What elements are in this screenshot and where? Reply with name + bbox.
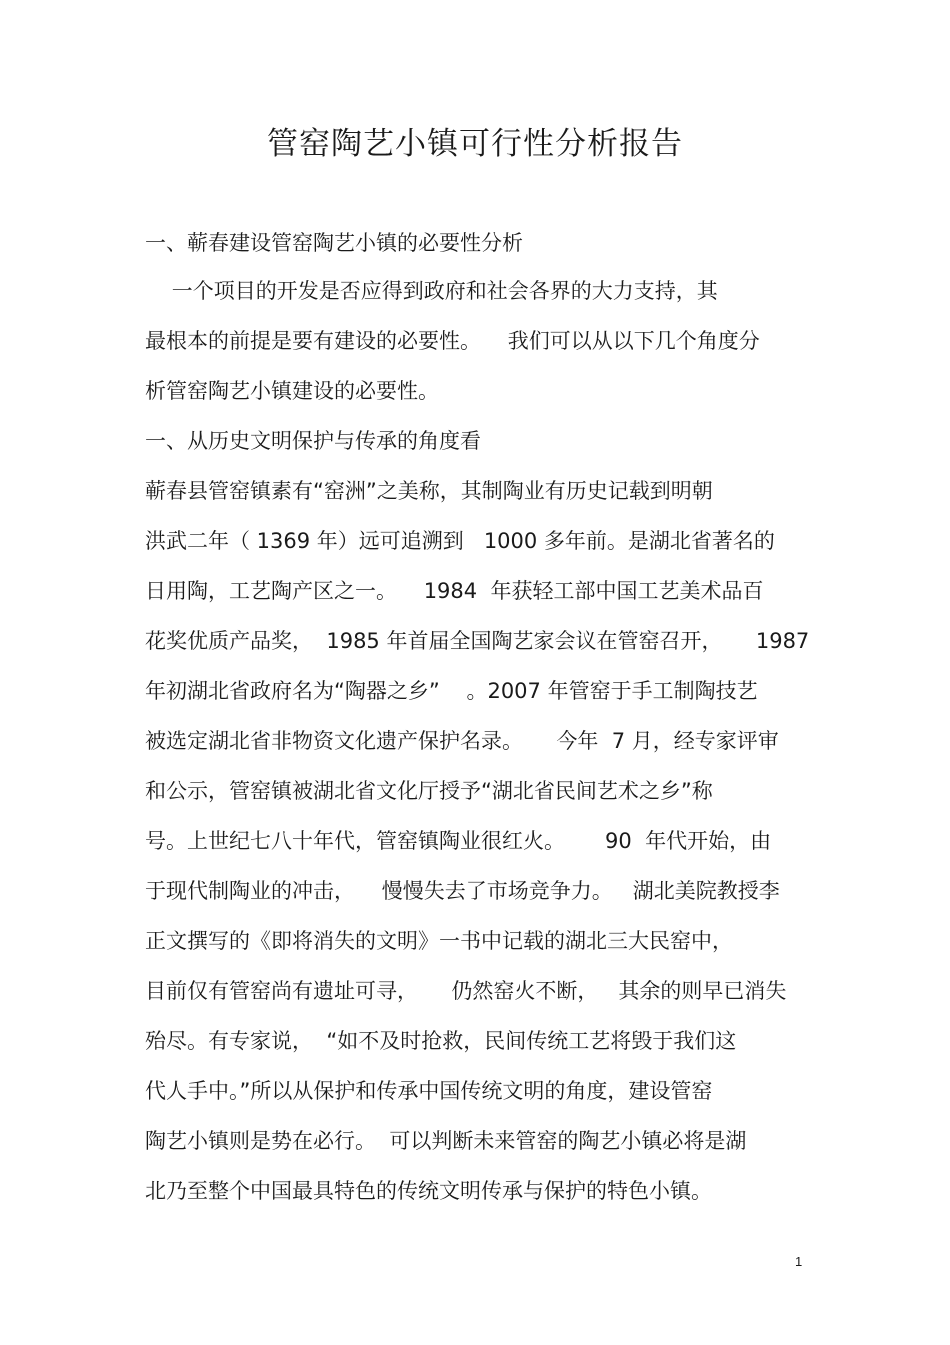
paragraph-line: 号。上世纪七八十年代，管窑镇陶业很红火。 90 年代开始，由 xyxy=(145,829,772,853)
paragraph-line: 陶艺小镇则是势在必行。 可以判断未来管窑的陶艺小镇必将是湖 xyxy=(145,1129,747,1153)
paragraph-line: 一个项目的开发是否应得到政府和社会各界的大力支持，其 xyxy=(145,279,718,303)
paragraph-line: 北乃至整个中国最具特色的传统文明传承与保护的特色小镇。 xyxy=(145,1179,712,1203)
paragraph-line: 殆尽。有专家说， “如不及时抢救，民间传统工艺将毁于我们这 xyxy=(145,1029,737,1053)
paragraph-line: 和公示，管窑镇被湖北省文化厅授予“湖北省民间艺术之乡”称 xyxy=(145,779,713,803)
paragraph-line: 最根本的前提是要有建设的必要性。 我们可以从以下几个角度分 xyxy=(145,329,760,353)
page-number: 1 xyxy=(795,1254,803,1269)
paragraph-line: 年初湖北省政府名为“陶器之乡” 。2007 年管窑于手工制陶技艺 xyxy=(145,679,758,703)
paragraph-line: 蕲春县管窑镇素有“窑洲”之美称，其制陶业有历史记载到明朝 xyxy=(145,479,713,503)
paragraph-line: 目前仅有管窑尚有遗址可寻， 仍然窑火不断， 其余的则早已消失 xyxy=(145,979,787,1003)
section-heading: 一、蕲春建设管窑陶艺小镇的必要性分析 xyxy=(145,231,523,255)
paragraph-line: 代人手中。”所以从保护和传承中国传统文明的角度，建设管窑 xyxy=(145,1079,713,1103)
paragraph-line: 于现代制陶业的冲击， 慢慢失去了市场竞争力。 湖北美院教授李 xyxy=(145,879,780,903)
paragraph-line: 洪武二年（ 1369 年）远可追溯到 1000 多年前。是湖北省著名的 xyxy=(145,529,775,553)
paragraph-line: 正文撰写的《即将消失的文明》一书中记载的湖北三大民窑中， xyxy=(145,929,733,953)
subsection-heading: 一、从历史文明保护与传承的角度看 xyxy=(145,429,481,453)
paragraph-line: 日用陶，工艺陶产区之一。 1984 年获轻工部中国工艺美术品百 xyxy=(145,579,764,603)
paragraph-line: 析管窑陶艺小镇建设的必要性。 xyxy=(145,379,439,403)
paragraph-line: 被选定湖北省非物资文化遗产保护名录。 今年 7 月，经专家评审 xyxy=(145,729,779,753)
paragraph-line: 花奖优质产品奖， 1985 年首届全国陶艺家会议在管窑召开， 1987 xyxy=(145,629,810,653)
document-title: 管窑陶艺小镇可行性分析报告 xyxy=(267,126,683,162)
